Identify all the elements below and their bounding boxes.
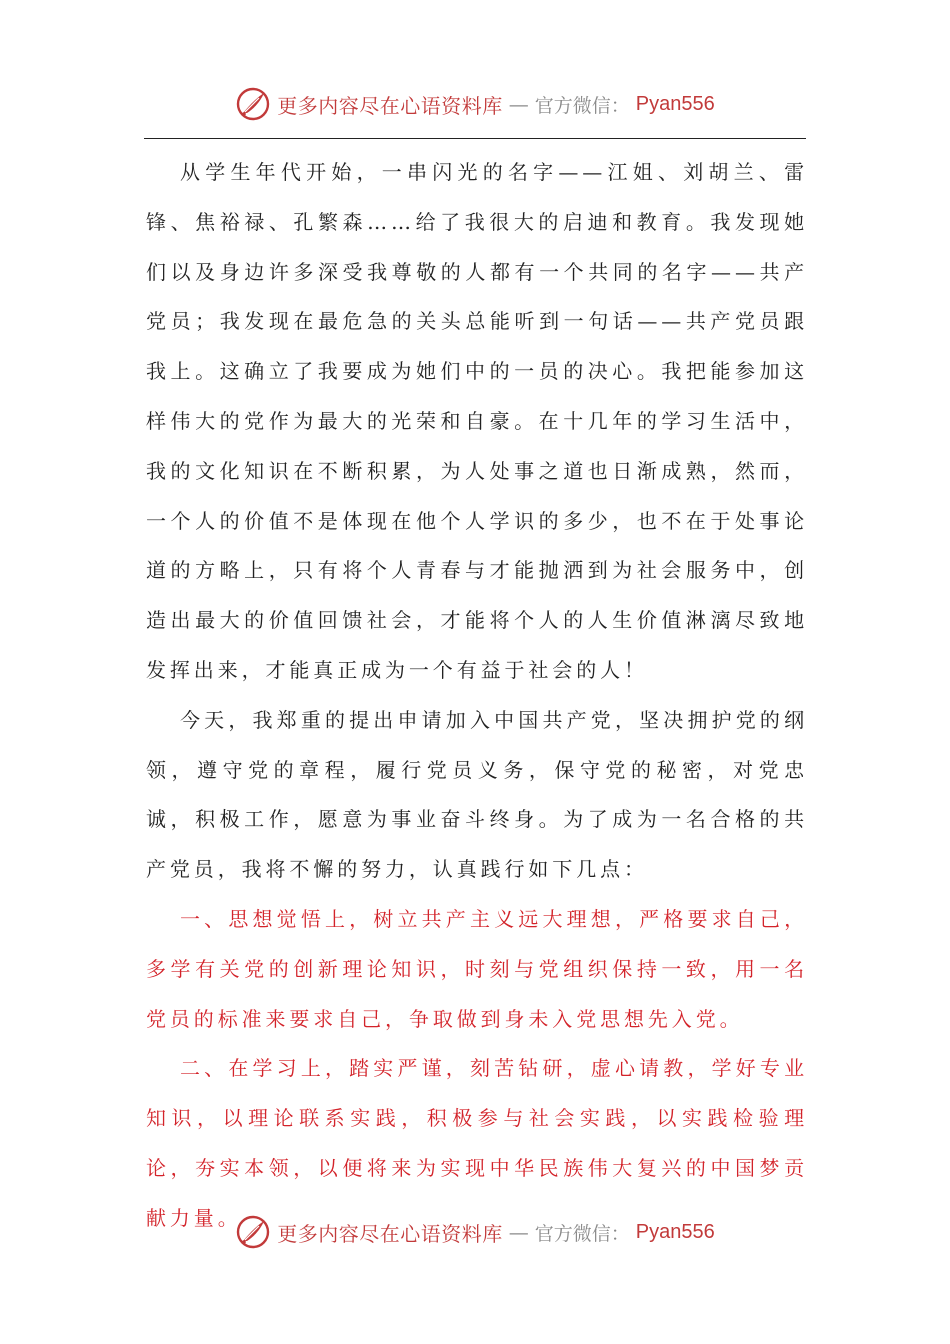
header-divider	[144, 138, 806, 139]
page-header	[0, 82, 950, 126]
page-footer	[0, 1210, 950, 1254]
header-brand-text: 更多内容尽在心语资料库	[277, 93, 503, 118]
paragraph-4-point-two: 二、在学习上，踏实严谨，刻苦钻研，虚心请教，学好专业知识，以理论联系实践，积极参与社会实践，以实践检验理论，夯实本领，以便将来为实现中华民族伟大复兴的中国梦贡献力量。	[146, 1056, 808, 1230]
footer-wechat-id: Pyan556	[635, 1220, 715, 1243]
footer-wechat-label: 官方微信：	[534, 1222, 630, 1245]
footer-separator: —	[508, 1220, 529, 1244]
quill-logo-icon	[235, 1214, 271, 1250]
footer-brand-text: 更多内容尽在心语资料库	[277, 1221, 503, 1246]
header-wechat-label: 官方微信：	[534, 94, 630, 117]
paragraph-2: 今天，我郑重的提出申请加入中国共产党，坚决拥护党的纲领，遵守党的章程，履行党员义务，保守党的秘密，对党忠诚，积极工作，愿意为事业奋斗终身。为了成为一名合格的共产党员，我将不懈的努力，认真践行如下几点：	[146, 707, 808, 882]
paragraph-3-point-one: 一、思想觉悟上，树立共产主义远大理想，严格要求自己，多学有关党的创新理论知识，时刻与党组织保持一致，用一名党员的标准来要求自己，争取做到身未入党思想先入党。	[146, 906, 808, 1031]
paragraph-1: 从学生年代开始，一串闪光的名字——江姐、刘胡兰、雷锋、焦裕禄、孔繁森……给了我很大的启迪和教育。我发现她们以及身边许多深受我尊敬的人都有一个共同的名字——共产党员；我发现在最危急的关头总能听到一句话——共产党员跟我上。这确立了我要成为她们中的一员的决心。我把能参加这样伟大的党作为最大的光荣和自豪。在十几年的学习生活中，我的文化知识在不断积累，为人处事之道也日渐成熟，然而，一个人的价值不是体现在他个人学识的多少，也不在于处事论道的方略上，只有将个人青春与才能抛洒到为社会服务中，创造出最大的价值回馈社会，才能将个人的人生价值淋漓尽致地发挥出来，才能真正成为一个有益于社会的人！	[146, 160, 808, 682]
quill-logo-icon	[235, 86, 271, 122]
document-body	[146, 148, 808, 1244]
header-wechat-id: Pyan556	[635, 92, 715, 115]
header-separator: —	[508, 92, 529, 116]
header-brand	[235, 86, 714, 122]
footer-brand	[235, 1214, 714, 1250]
